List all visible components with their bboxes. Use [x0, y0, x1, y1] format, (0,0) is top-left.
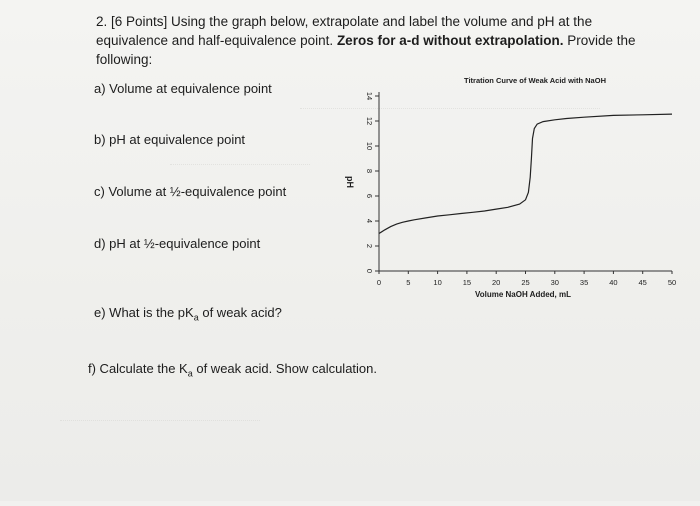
y-tick-label: 14	[365, 91, 375, 101]
question-f-subscript: a	[187, 368, 193, 379]
x-tick-label: 15	[462, 278, 472, 287]
question-e-text: e) What is the pK	[94, 305, 194, 320]
y-tick-label: 6	[365, 193, 375, 199]
question-header	[96, 12, 656, 69]
question-b: b) pH at equivalence point	[94, 132, 246, 147]
x-tick-label: 5	[406, 278, 411, 287]
question-e	[94, 305, 282, 323]
y-tick-label: 4	[365, 218, 375, 224]
y-axis-label: pH	[345, 176, 355, 188]
question-c: c) Volume at ½-equivalence point	[94, 184, 287, 199]
x-tick-label: 10	[433, 278, 442, 287]
x-tick-label: 50	[667, 278, 677, 287]
y-tick-label: 10	[365, 141, 375, 151]
question-f-text: f) Calculate the K	[88, 361, 188, 376]
question-f-tail: of weak acid. Show calculation.	[192, 361, 378, 376]
y-tick-label: 0	[365, 268, 375, 274]
x-axis-label: Volume NaOH Added, mL	[474, 290, 572, 299]
x-tick-label: 25	[521, 278, 530, 287]
question-f	[88, 361, 377, 379]
y-tick-label: 8	[365, 168, 375, 174]
x-tick-label: 45	[638, 278, 647, 287]
question-tail-text: Provide the following:	[96, 33, 636, 67]
x-tick-label: 35	[579, 278, 589, 287]
x-tick-label: 40	[609, 278, 618, 287]
chart-title: Titration Curve of Weak Acid with NaOH	[464, 76, 606, 85]
question-lead-text: 2. [6 Points] Using the graph below, extrapolate and label the volume and pH at the equivalence and half-equivalence point.	[96, 14, 593, 48]
x-tick-label: 20	[492, 278, 501, 287]
y-tick-label: 2	[365, 243, 375, 249]
y-tick-label: 12	[365, 116, 375, 126]
question-a: a) Volume at equivalence point	[94, 81, 272, 96]
x-tick-label: 30	[550, 278, 559, 287]
question-e-subscript: a	[193, 312, 199, 323]
question-bold-text: Zeros for a-d without extrapolation.	[336, 33, 564, 48]
question-e-tail: of weak acid?	[198, 305, 282, 320]
x-tick-label: 0	[376, 278, 382, 287]
question-d: d) pH at ½-equivalence point	[94, 236, 261, 251]
